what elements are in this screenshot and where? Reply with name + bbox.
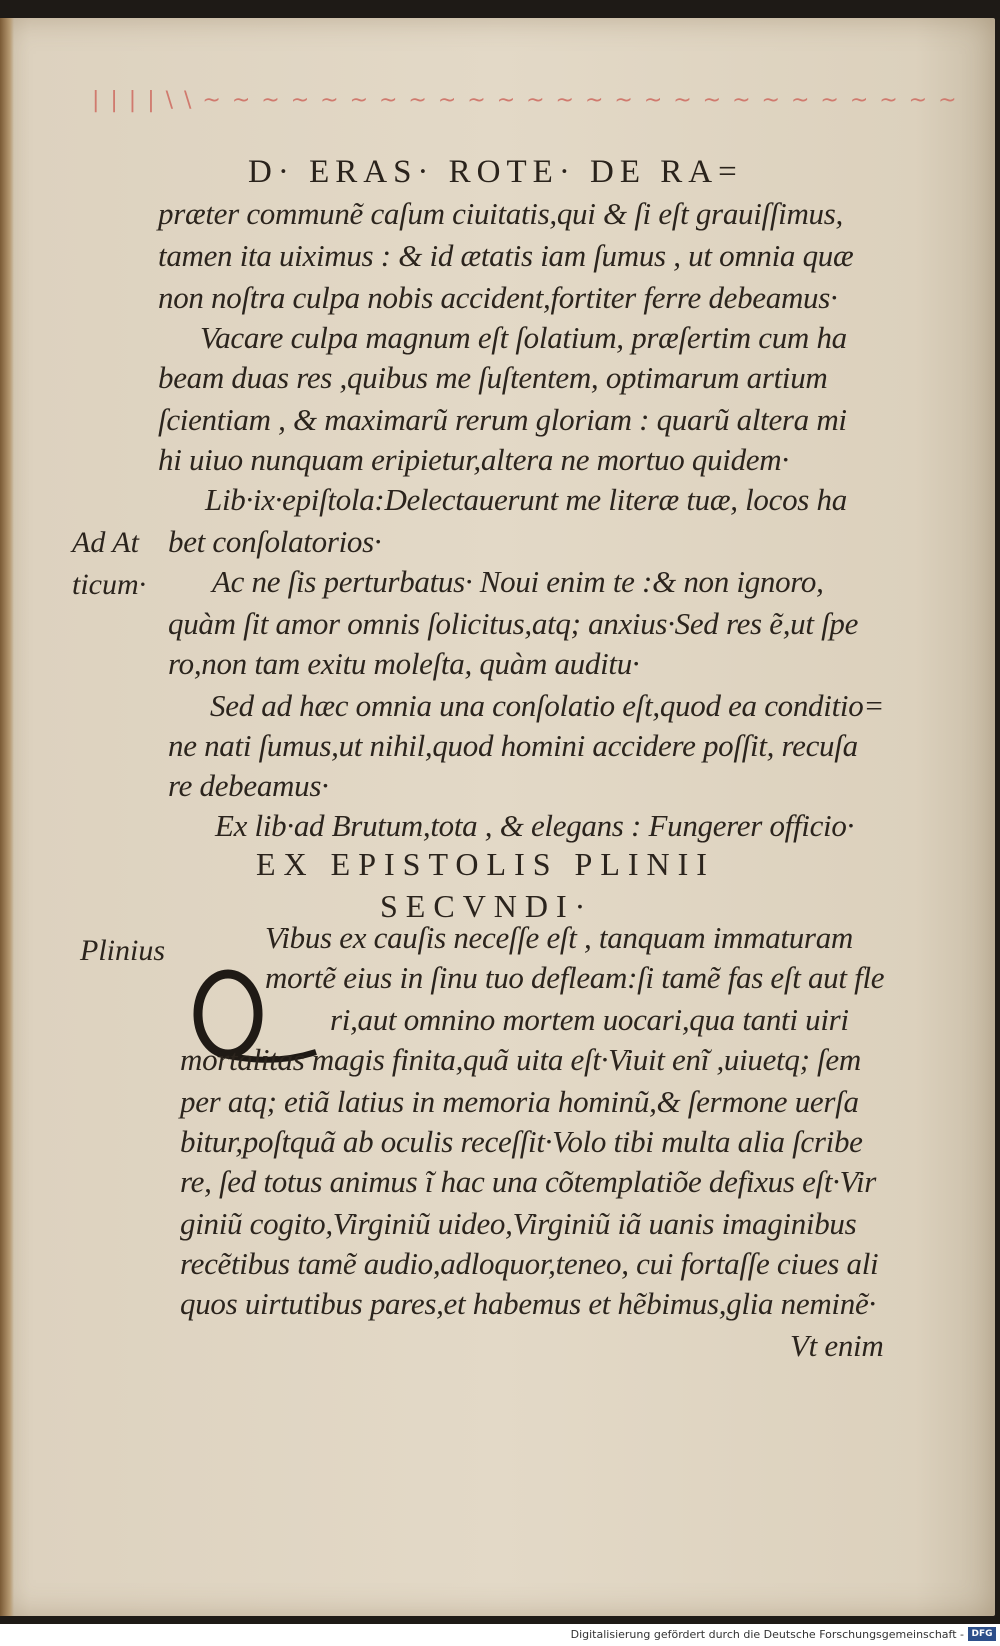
text-line: re debeamus· [168,768,329,803]
text-line: ro,non tam exitu moleſta, quàm auditu· [168,646,640,681]
text-line: quos uirtutibus pares,et habemus et hẽbimus,glia neminẽ· [180,1286,876,1321]
text-line: Vibus ex cauſis neceſſe eſt , tanquam immaturam [265,920,853,955]
margin-note-line: Ad At [72,526,139,559]
page-binding-edge [0,18,14,1616]
text-line: re, ſed totus animus ĩ hac una cõtemplatiõe defixus eſt·Vir [180,1164,877,1199]
text-line: Lib·ix·epiſtola:Delectauerunt me literæ tuæ, locos ha [205,482,847,517]
margin-note-line: ticum· [72,568,147,601]
text-line: quàm ſit amor omnis ſolicitus,atq; anxius·Sed res ẽ,ut ſpe [168,606,859,641]
text-line: ri,aut omnino mortem uocari,qua tanti uiri [330,1002,849,1037]
text-line: Ac ne ſis perturbatus· Noui enim te :& non ignoro, [212,564,824,599]
running-head: D· ERAS· ROTE· DE RA= [248,154,743,190]
margin-note-plinius: Plinius [80,934,166,967]
text-line: mortalitas magis finita,quã uita eſt·Viuit enĩ ,uiuetq; ſem [180,1042,861,1077]
text-line: ſcientiam , & maximarũ rerum gloriam : quarũ altera mi [158,402,847,437]
section-heading: EX EPISTOLIS PLINII [256,846,715,882]
text-line: ne nati ſumus,ut nihil,quod homini accidere poſſit, recuſa [168,728,858,763]
text-line: beam duas res ,quibus me ſuſtentem, optimarum artium [158,360,828,395]
decorative-border: | | | | \ \ ~ ~ ~ ~ ~ ~ ~ ~ ~ ~ ~ ~ ~ ~ ~ ~ ~ ~ ~ ~ ~ ~ ~ ~ ~ ~ [92,88,959,113]
text-line: per atq; etiã latius in memoria hominũ,& ſermone uerſa [180,1084,859,1119]
catchword: Vt enim [790,1328,884,1363]
text-line: giniũ cogito,Virginiũ uideo,Virginiũ iã uanis imaginibus [180,1206,857,1241]
footer-credit: Digitalisierung gefördert durch die Deutsche Forschungsgemeinschaft - [570,1628,964,1641]
text-line: præter communẽ caſum ciuitatis,qui & ſi eſt grauiſſimus, [158,196,843,231]
text-line: recẽtibus tamẽ audio,adloquor,teneo, cui fortaſſe ciues ali [180,1246,879,1281]
text-line: bitur,poſtquã ab oculis receſſit·Volo tibi multa alia ſcribe [180,1124,863,1159]
text-line: non noſtra culpa nobis accident,fortiter ferre debeamus· [158,280,838,315]
dfg-logo: DFG [968,1627,996,1641]
text-line: tamen ita uiximus : & id ætatis iam ſumus , ut omnia quæ [158,238,854,273]
text-line: Sed ad hæc omnia una conſolatio eſt,quod ea conditio= [210,688,885,723]
section-heading-continued: SECVNDI· [380,888,594,924]
text-line: bet conſolatorios· [168,524,382,559]
text-line: hi uiuo nunquam eripietur,altera ne mortuo quidem· [158,442,789,477]
text-line: Ex lib·ad Brutum,tota , & elegans : Fungerer officio· [215,808,855,843]
text-line: Vacare culpa magnum eſt ſolatium, præſertim cum ha [200,320,847,355]
text-line: mortẽ eius in ſinu tuo defleam:ſi tamẽ fas eſt aut fle [265,960,885,995]
